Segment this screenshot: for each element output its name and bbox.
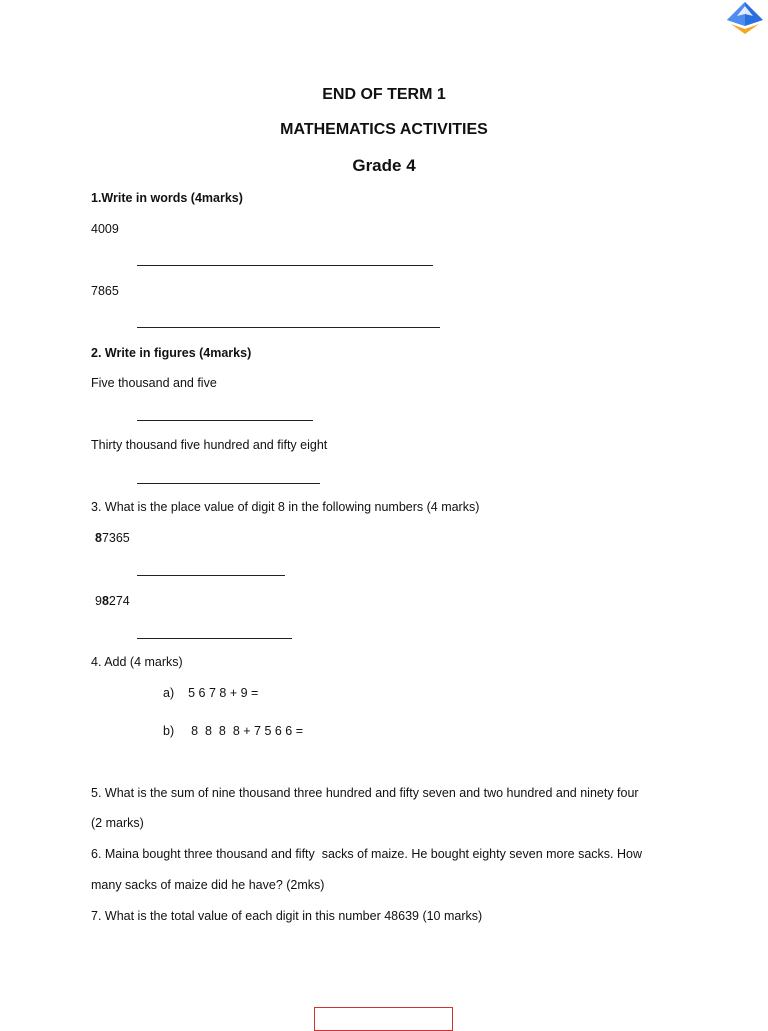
exam-title: END OF TERM 1 xyxy=(322,86,446,103)
question-2-item-a: Five thousand and five xyxy=(91,376,217,390)
question-5-text: 5. What is the sum of nine thousand three hundred and fifty seven and two hundred and ninety four xyxy=(91,786,639,800)
answer-line-2b[interactable] xyxy=(137,483,320,484)
question-4-part-a: a) 5 6 7 8 + 9 = xyxy=(163,686,259,700)
question-6-text: 6. Maina bought three thousand and fifty sacks of maize. He bought eighty seven more sacks. How xyxy=(91,847,642,861)
question-3-item-b: 98274 xyxy=(95,594,130,608)
question-1-item-b: 7865 xyxy=(91,284,119,298)
question-4-part-b: b) 8 8 8 8 + 7 5 6 6 = xyxy=(163,724,304,738)
question-1-item-a: 4009 xyxy=(91,222,119,236)
publisher-logo-icon xyxy=(723,0,768,36)
question-4-heading: 4. Add (4 marks) xyxy=(91,655,183,669)
answer-line-1a[interactable] xyxy=(137,265,433,266)
answer-line-3b[interactable] xyxy=(137,638,292,639)
answer-line-3a[interactable] xyxy=(137,575,285,576)
answer-line-1b[interactable] xyxy=(137,327,440,328)
answer-line-2a[interactable] xyxy=(137,420,313,421)
question-2-heading: 2. Write in figures (4marks) xyxy=(91,346,252,360)
grade-title: Grade 4 xyxy=(352,156,416,175)
question-1-heading: 1.Write in words (4marks) xyxy=(91,191,243,205)
question-6-text-cont: many sacks of maize did he have? (2mks) xyxy=(91,878,325,892)
subject-title: MATHEMATICS ACTIVITIES xyxy=(280,121,488,138)
question-5-marks: (2 marks) xyxy=(91,816,144,830)
question-3-item-a: 87365 xyxy=(95,531,130,545)
question-3-heading: 3. What is the place value of digit 8 in the following numbers (4 marks) xyxy=(91,500,480,514)
footer-box xyxy=(314,1007,453,1031)
question-7-text: 7. What is the total value of each digit in this number 48639 (10 marks) xyxy=(91,909,483,923)
question-2-item-b: Thirty thousand five hundred and fifty eight xyxy=(91,438,328,452)
